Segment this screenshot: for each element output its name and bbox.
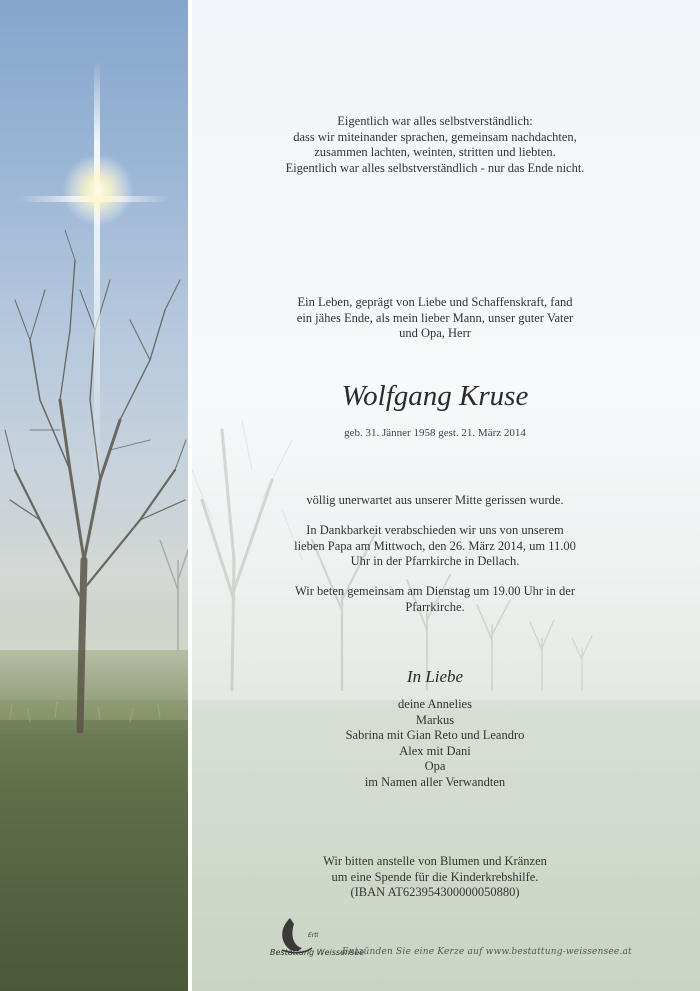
verse-block (192, 114, 678, 176)
donation-line: um eine Spende für die Kinderkrebshilfe. (331, 869, 539, 884)
farewell-block (192, 523, 678, 570)
intro-line: ein jähes Ende, als mein lieber Mann, unser guter Vater (296, 310, 574, 325)
logo-name-text: Bestattung Weissensee (270, 948, 365, 957)
donation-line: Wir bitten anstelle von Blumen und Kränzen (323, 854, 547, 868)
farewell-line: lieben Papa am Mittwoch, den 26. März 2014, um 11.00 (294, 538, 576, 553)
mourners-list (192, 697, 678, 790)
logo-top-text: Ertl (308, 932, 319, 939)
mourner-name: Markus (415, 712, 455, 727)
farewell-line: Uhr in der Pfarrkirche in Dellach. (350, 554, 520, 568)
intro-line: und Opa, Herr (399, 326, 471, 340)
verse-line: Eigentlich war alles selbstverständlich: (337, 114, 533, 128)
verse-line: Eigentlich war alles selbstverständlich - nur das Ende nicht. (285, 160, 585, 175)
prayer-line: Pfarrkirche. (405, 599, 465, 614)
mourners-heading: In Liebe (406, 667, 464, 686)
intro-block (192, 295, 678, 342)
after-name-line: völlig unerwartet aus unserer Mitte gerissen wurde. (306, 493, 564, 507)
verse-line: zusammen lachten, weinten, stritten und liebten. (314, 145, 556, 159)
prayer-line: Wir beten gemeinsam am Dienstag um 19.00 Uhr in der (295, 584, 575, 598)
cross-light-tree-illustration (0, 0, 188, 991)
mourner-name: Alex mit Dani (399, 743, 471, 758)
verse-line: dass wir miteinander sprachen, gemeinsam nachdachten, (293, 129, 577, 144)
cross-photo-strip (0, 0, 188, 991)
prayer-block (192, 584, 678, 615)
footer (268, 912, 688, 960)
obituary-text (192, 0, 678, 991)
mourner-name: im Namen aller Verwandten (364, 774, 506, 789)
mourner-name: Sabrina mit Gian Reto und Leandro (345, 728, 525, 742)
mourner-name: Opa (424, 759, 446, 773)
donation-line: (IBAN AT623954300000050880) (350, 885, 520, 899)
mourner-name: deine Annelies (398, 697, 472, 711)
farewell-line: In Dankbarkeit verabschieden wir uns von unserem (306, 523, 564, 537)
life-dates: geb. 31. Jänner 1958 gest. 21. März 2014 (344, 427, 526, 439)
donation-block (192, 854, 678, 901)
candle-link-text[interactable]: Entzünden Sie eine Kerze auf www.bestattung-weissensee.at (342, 947, 632, 957)
intro-line: Ein Leben, geprägt von Liebe und Schaffenskraft, fand (297, 295, 573, 309)
deceased-name: Wolfgang Kruse (341, 380, 529, 412)
